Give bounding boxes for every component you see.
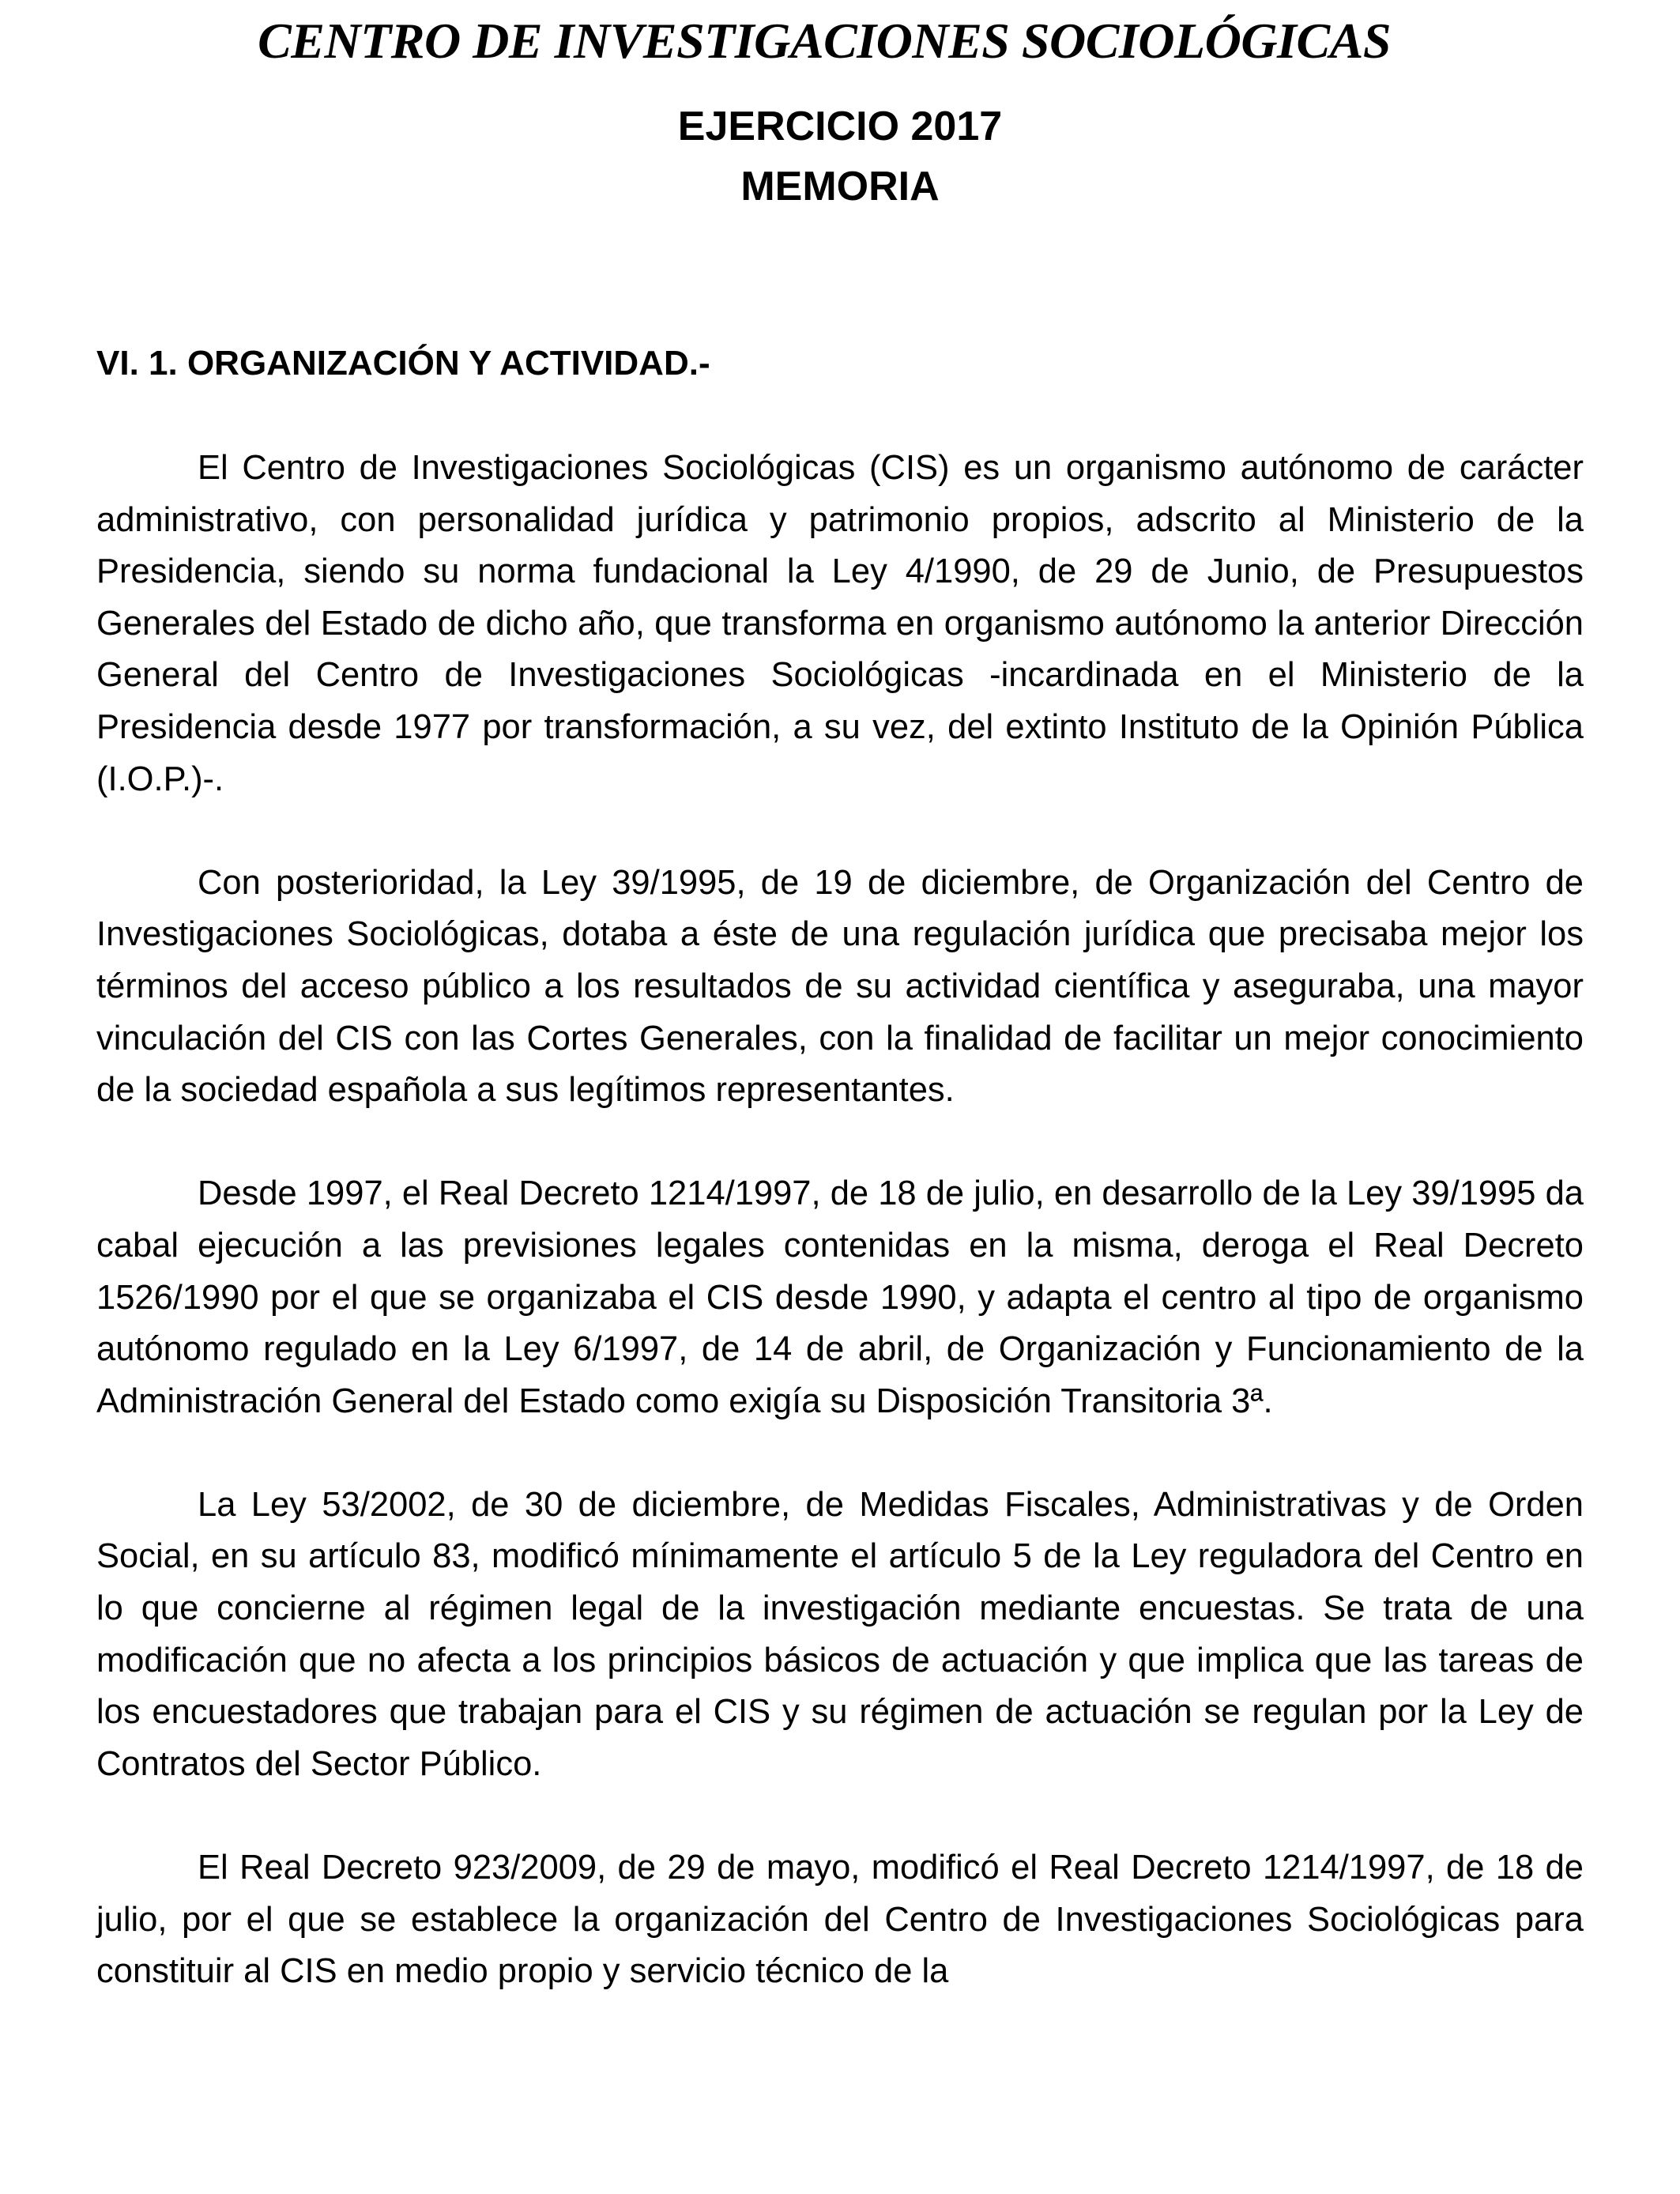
paragraph-5: El Real Decreto 923/2009, de 29 de mayo, modificó el Real Decreto 1214/1997, de 18 de julio, por el que se establece la organización del Centro de Investigaciones Sociológicas para constituir al CIS en medio propio y servicio técnico de la (96, 1849, 1584, 1991)
organization-title: CENTRO DE INVESTIGACIONES SOCIOLÓGICAS (258, 13, 1391, 69)
paragraph-2: Con posterioridad, la Ley 39/1995, de 19 de diciembre, de Organización del Centro de Investigaciones Sociológicas, dotaba a éste de una regulación jurídica que precisaba mejor los términos del acceso público a los resultados de su actividad científica y aseguraba, una mayor vinculación del CIS con las Cortes Generales, con la finalidad de facilitar un mejor conocimiento de la sociedad española a sus legítimos representantes. (96, 863, 1584, 1110)
paragraph-1: El Centro de Investigaciones Sociológicas (CIS) es un organismo autónomo de carácter administrativo, con personalidad jurídica y patrimonio propios, adscrito al Ministerio de la Presidencia, siendo su norma fundacional la Ley 4/1990, de 29 de Junio, de Presupuestos Generales del Estado de dicho año, que transforma en organismo autónomo la anterior Dirección General del Centro de Investigaciones Sociológicas -incardinada en el Ministerio de la Presidencia desde 1977 por transformación, a su vez, del extinto Instituto de la Opinión Pública (I.O.P.)-. (96, 449, 1584, 798)
paragraph-4: La Ley 53/2002, de 30 de diciembre, de Medidas Fiscales, Administrativas y de Orden Social, en su artículo 83, modificó mínimamente el artículo 5 de la Ley reguladora del Centro en lo que concierne al régimen legal de la investigación mediante encuestas. Se trata de una modificación que no afecta a los principios básicos de actuación y que implica que las tareas de los encuestadores que trabajan para el CIS y su régimen de actuación se regulan por la Ley de Contratos del Sector Público. (96, 1485, 1584, 1783)
section-heading: VI. 1. ORGANIZACIÓN Y ACTIVIDAD.- (96, 344, 710, 383)
paragraph-3: Desde 1997, el Real Decreto 1214/1997, de 18 de julio, en desarrollo de la Ley 39/1995 da cabal ejecución a las previsiones legales contenidas en la misma, deroga el Real Decreto 1526/1990 por el que se organizaba el CIS desde 1990, y adapta el centro al tipo de organismo autónomo regulado en la Ley 6/1997, de 14 de abril, de Organización y Funcionamiento de la Administración General del Estado como exigía su Disposición Transitoria 3ª. (96, 1174, 1584, 1420)
section-body (96, 443, 1584, 2049)
exercise-year-title: EJERCICIO 2017 (677, 104, 1003, 149)
document-type-title: MEMORIA (740, 164, 940, 209)
